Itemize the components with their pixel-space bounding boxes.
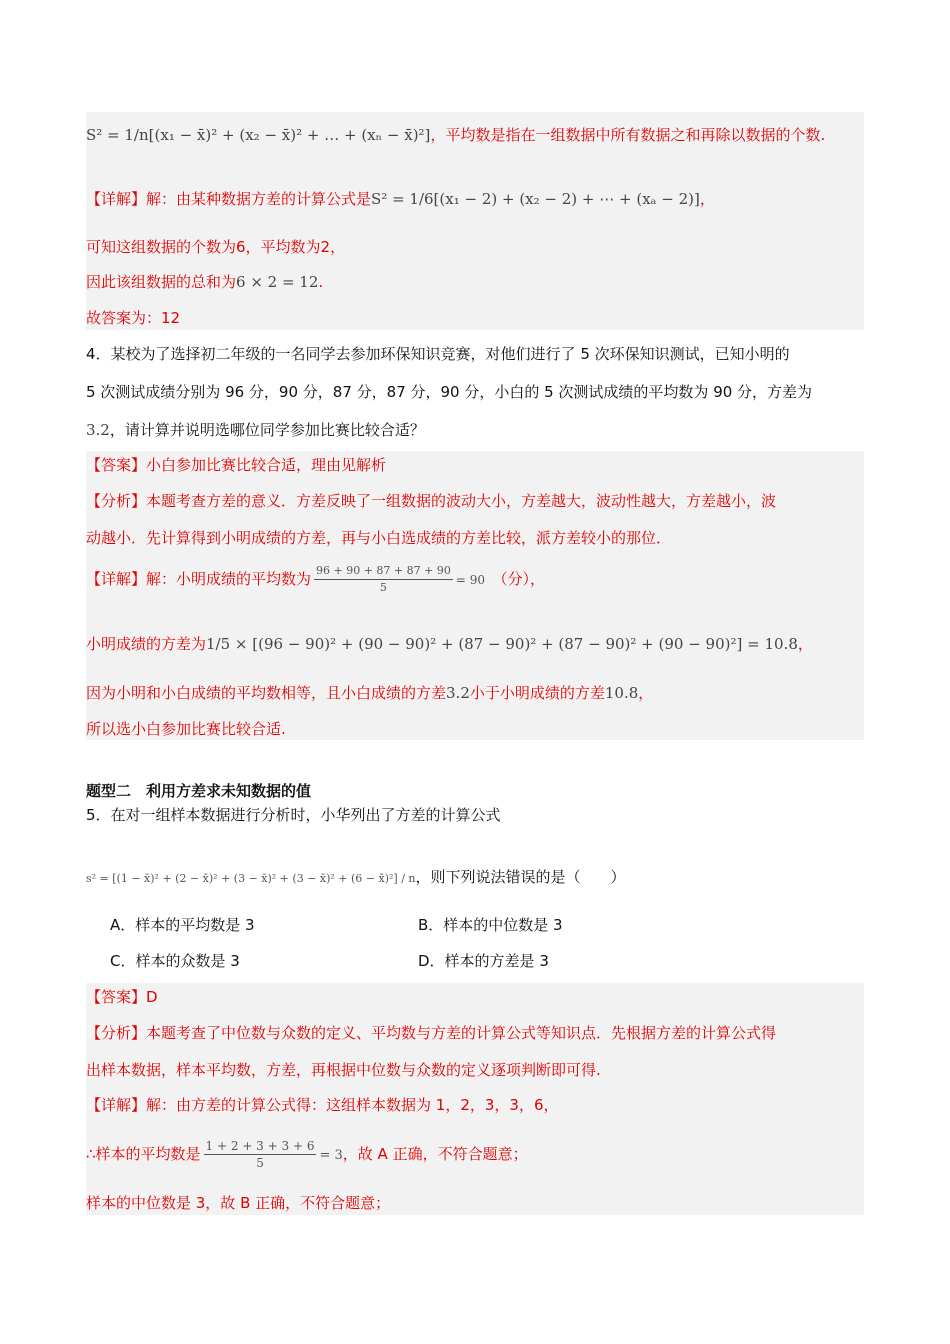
q4-conclusion: 所以选小白参加比赛比较合适. <box>86 720 286 738</box>
variance-formula: S² = 1/n[(x₁ − x̄)² + (x₂ − x̄)² + … + (xₙ − x̄)²] <box>86 126 431 144</box>
q5-detail-line1: 【详解】解：由方差的计算公式得：这组样本数据为 1，2，3，3，6， <box>86 1096 559 1114</box>
q3-count-line: 可知这组数据的个数为6，平均数为2， <box>86 238 346 256</box>
q4-variance-value: 3.2 <box>86 421 110 439</box>
q3-total-line: 因此该组数据的总和为6 × 2 = 12. <box>86 273 324 291</box>
q3-total-formula: 6 × 2 = 12 <box>236 273 319 291</box>
q4-mean-fraction: $\frac{96 + 90 + 87 + 87 + 90}{5}$ <box>316 564 451 594</box>
q5-option-d: D．样本的方差是 3 <box>418 952 549 970</box>
q5-formula-line: s² = [(1 − x̄)² + (2 − x̄)² + (3 − x̄)² + (3 − x̄)² + (6 − x̄)²] / n，则下列说法错误的是（ ） <box>86 868 626 886</box>
mean-explanation: 平均数是指在一组数据中所有数据之和再除以数据的个数. <box>445 126 826 144</box>
q5-stem-line1: 5．在对一组样本数据进行分析时，小华列出了方差的计算公式 <box>86 806 501 824</box>
q3-detail-formula: S² = 1/6[(x₁ − 2) + (x₂ − 2) + ⋯ + (xₐ − 2)] <box>371 190 700 208</box>
q3-detail-line: 【详解】解：由某种数据方差的计算公式是S² = 1/6[(x₁ − 2) + (x₂ − 2) + ⋯ + (xₐ − 2)]， <box>86 190 715 208</box>
q3-formula-line: S² = 1/n[(x₁ − x̄)² + (x₂ − x̄)² + … + (xₙ − x̄)²]，平均数是指在一组数据中所有数据之和再除以数据的个数. <box>86 126 826 144</box>
q4-analysis-line2: 动越小．先计算得到小明成绩的方差，再与小白选成绩的方差比较，派方差较小的那位． <box>86 529 672 547</box>
q3-answer: 故答案为：12 <box>86 309 181 327</box>
q5-variance-formula: s² = [(1 − x̄)² + (2 − x̄)² + (3 − x̄)² + (3 − x̄)² + (6 − x̄)²] / n <box>86 872 416 885</box>
q4-analysis-line1: 【分析】本题考查方差的意义．方差反映了一组数据的波动大小，方差越大，波动性越大，方差越小，波 <box>86 492 777 510</box>
q4-detail-compare-line: 因为小明和小白成绩的平均数相等，且小白成绩的方差3.2小于小明成绩的方差10.8， <box>86 684 654 702</box>
q4-detail-variance-line: 小明成绩的方差为1/5 × [(96 − 90)² + (90 − 90)² + (87 − 90)² + (87 − 90)² + (90 − 90)²] = 10.8， <box>86 635 813 653</box>
q3-detail-label: 【详解】解：由某种数据方差的计算公式是 <box>86 190 372 208</box>
q4-answer: 【答案】小白参加比赛比较合适，理由见解析 <box>86 456 387 474</box>
q5-analysis-line2: 出样本数据，样本平均数，方差，再根据中位数与众数的定义逐项判断即可得. <box>86 1061 601 1079</box>
q5-analysis-line1: 【分析】本题考查了中位数与众数的定义、平均数与方差的计算公式等知识点．先根据方差的计算公式得 <box>86 1024 777 1042</box>
q5-mean-fraction: $\frac{1 + 2 + 3 + 3 + 6}{5}$ <box>205 1139 315 1170</box>
q5-detail-mean-line: ∴样本的平均数是 $\frac{1 + 2 + 3 + 3 + 6}{5}$ = 3，故 A 正确，不符合题意； <box>86 1139 528 1170</box>
q5-option-a: A．样本的平均数是 3 <box>110 916 255 934</box>
q5-option-b: B．样本的中位数是 3 <box>418 916 563 934</box>
q4-stem-line3: 3.2，请计算并说明选哪位同学参加比赛比较合适？ <box>86 421 425 439</box>
q4-stem-line1: 4．某校为了选择初二年级的一名同学去参加环保知识竞赛，对他们进行了 5 次环保知识测试，已知小明的 <box>86 345 790 363</box>
q5-answer: 【答案】D <box>86 988 158 1006</box>
q4-variance-formula: 1/5 × [(96 − 90)² + (90 − 90)² + (87 − 90)² + (87 − 90)² + (90 − 90)²] = 10.8 <box>206 635 798 653</box>
q4-stem-line2: 5 次测试成绩分别为 96 分，90 分，87 分，87 分，90 分，小白的 5 次测试成绩的平均数为 90 分，方差为 <box>86 383 813 401</box>
q5-detail-line3: 样本的中位数是 3，故 B 正确，不符合题意； <box>86 1194 391 1212</box>
q5-option-c: C．样本的众数是 3 <box>110 952 240 970</box>
section-title: 题型二 利用方差求未知数据的值 <box>86 782 312 800</box>
q4-detail-mean-line: 【详解】解：小明成绩的平均数为 $\frac{96 + 90 + 87 + 87 + 90}{5}$ = 90 （分）， <box>86 564 546 594</box>
